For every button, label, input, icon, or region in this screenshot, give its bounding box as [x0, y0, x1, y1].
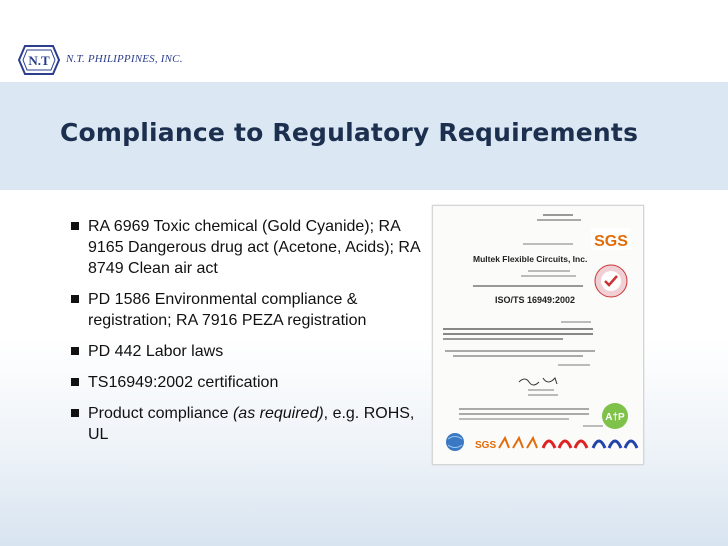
slide-title: Compliance to Regulatory Requirements — [60, 118, 639, 147]
bullet-text: TS16949:2002 certification — [88, 374, 279, 391]
bullet-square-icon — [71, 378, 79, 386]
header-bar — [0, 0, 728, 82]
bullet-text: RA 6969 Toxic chemical (Gold Cyanide); RA 9165 Dangerous drug act (Acetone, Acids); RA 8749 Clean air act — [88, 218, 420, 277]
bullet-text: PD 442 Labor laws — [88, 343, 224, 360]
badge-text: A†P — [605, 412, 625, 423]
bullet-text: PD 1586 Environmental compliance & registration; RA 7916 PEZA registration — [88, 291, 367, 329]
bullet-item — [68, 372, 438, 393]
svg-text:N.T: N.T — [28, 53, 50, 68]
certificate-image — [432, 205, 644, 465]
bullet-item — [68, 289, 438, 331]
bullet-item — [68, 341, 438, 362]
bullet-square-icon — [71, 295, 79, 303]
company-name: N.T. PHILIPPINES, INC. — [66, 53, 183, 65]
bullet-text-before: Product compliance — [88, 405, 233, 422]
bullet-square-icon — [71, 347, 79, 355]
bullet-square-icon — [71, 222, 79, 230]
company-logo-icon — [17, 42, 61, 78]
footer-sgs: SGS — [475, 440, 497, 451]
bullet-square-icon — [71, 409, 79, 417]
bullet-item — [68, 216, 438, 279]
certificate-company: Multek Flexible Circuits, Inc. — [473, 254, 588, 264]
bullet-list — [68, 216, 438, 455]
certificate-standard: ISO/TS 16949:2002 — [495, 295, 576, 305]
bullet-text-after: , e.g. ROHS, UL — [88, 405, 415, 443]
bullet-text-italic: (as required) — [232, 405, 324, 422]
certificate-graphic — [433, 206, 643, 464]
sgs-logo: SGS — [594, 233, 628, 250]
bullet-item — [68, 403, 438, 445]
